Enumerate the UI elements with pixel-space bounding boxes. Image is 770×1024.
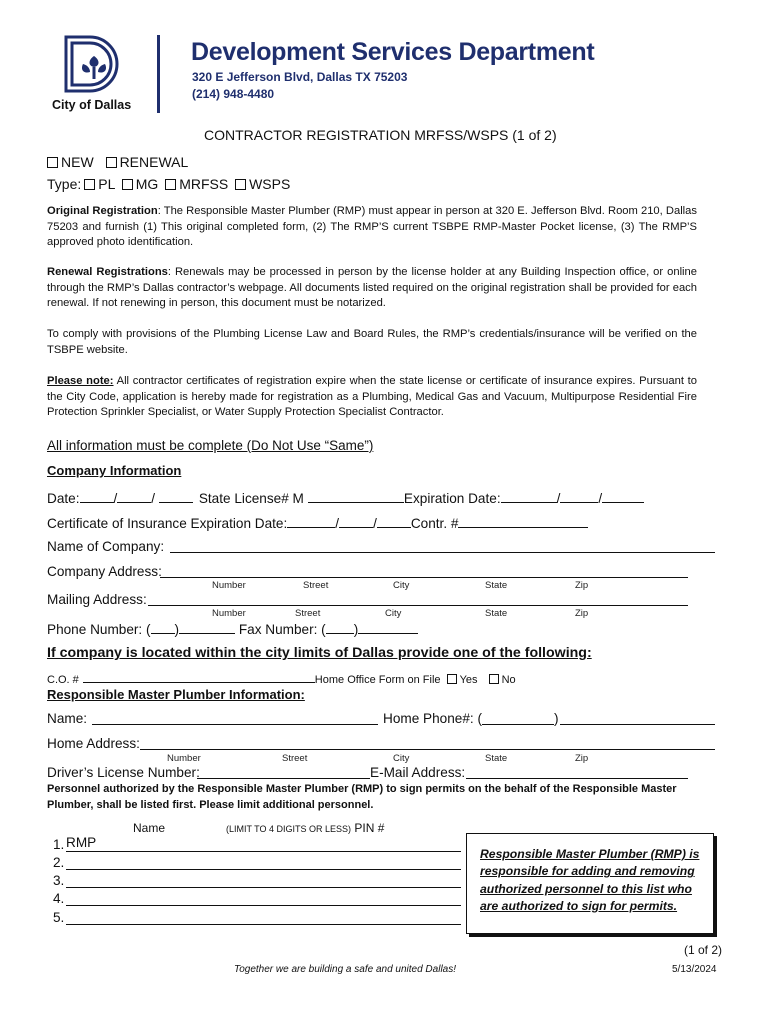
renewal-registration-paragraph xyxy=(47,265,697,312)
renewal-checkbox[interactable] xyxy=(106,157,117,168)
no-label: No xyxy=(501,674,516,686)
co-label: C.O. # xyxy=(47,674,79,686)
rmp-name-field[interactable] xyxy=(92,724,378,725)
company-address-city: City xyxy=(393,580,410,591)
no-checkbox[interactable] xyxy=(489,674,499,684)
state-license-field[interactable] xyxy=(308,489,404,503)
expiration-month-field[interactable] xyxy=(501,489,557,503)
expiration-day-field[interactable] xyxy=(560,489,598,503)
home-address-field[interactable] xyxy=(140,749,715,750)
form-title: CONTRACTOR REGISTRATION MRFSS/WSPS (1 of 2) xyxy=(204,127,557,143)
insurance-year-field[interactable] xyxy=(377,514,411,528)
row-1-rmp: RMP xyxy=(66,835,97,850)
home-address-state: State xyxy=(485,753,508,764)
please-note-heading: Please note: xyxy=(47,375,114,387)
date-license-row: Date: / / State License# M Expiration Date: / / xyxy=(47,489,644,506)
department-address: 320 E Jefferson Blvd, Dallas TX 75203 xyxy=(192,70,408,84)
phone-close: ) xyxy=(174,622,180,637)
expiration-year-field[interactable] xyxy=(602,489,644,503)
home-address-label: Home Address: xyxy=(47,736,140,751)
home-address-zip: Zip xyxy=(575,753,589,764)
home-phone-close: ) xyxy=(554,711,559,726)
original-registration-text: : The Responsible Master Plumber (RMP) must appear in person at 320 E. Jefferson Blvd. Room 210, Dallas 75203 and furnish (1) This original completed form, (2) The RMP’S current TSBPE RMP-Master Pocket license, (3) The RMP’S approved photo identification. xyxy=(47,205,697,248)
home-phone-label: Home Phone#: ( xyxy=(383,711,482,726)
please-note-text: All contractor certificates of registration expire when the state license or certificate of insurance expires. Pursuant to the City Code, application is hereby made for registration as a Plumbing, Medical Gas and Vacuum, Multipurpose Residential Fire Protection Sprinkler Specialist, or Water Supply Protection Specialist Contractor. xyxy=(47,375,697,418)
row-5-number: 5. xyxy=(53,910,65,925)
rmp-notice-text: Responsible Master Plumber (RMP) is responsible for adding and removing authorized personnel to this list who are authorized to sign for permits. xyxy=(480,847,700,913)
insurance-day-field[interactable] xyxy=(339,514,373,528)
department-title: Development Services Department xyxy=(191,38,595,66)
wsps-checkbox[interactable] xyxy=(235,179,246,190)
phone-number-field[interactable] xyxy=(179,620,235,634)
home-office-label: Home Office Form on File xyxy=(314,674,441,686)
city-label: City of Dallas xyxy=(52,98,132,112)
fax-number-field[interactable] xyxy=(358,620,418,634)
license-type-row xyxy=(47,176,290,192)
co-field[interactable] xyxy=(83,671,315,683)
dl-label: Driver’s License Number: xyxy=(47,765,200,780)
header-divider xyxy=(157,35,160,113)
insurance-row: Certificate of Insurance Expiration Date: / / Contr. # xyxy=(47,514,588,531)
home-address-city: City xyxy=(393,753,410,764)
renewal-label: RENEWAL xyxy=(119,154,189,170)
original-registration-paragraph xyxy=(47,204,697,251)
footer-date: 5/13/2024 xyxy=(672,964,717,975)
department-phone: (214) 948-4480 xyxy=(192,87,275,101)
company-address-zip: Zip xyxy=(575,580,589,591)
page-indicator: (1 of 2) xyxy=(684,943,723,957)
mrfss-checkbox[interactable] xyxy=(165,179,176,190)
pin-column-header xyxy=(226,821,384,835)
email-field[interactable] xyxy=(466,778,688,779)
type-label: Type: xyxy=(47,176,82,192)
state-license-label: State License# M xyxy=(198,491,304,506)
mailing-address-city: City xyxy=(385,608,402,619)
type-option-mg: MG xyxy=(135,176,159,192)
home-address-street: Street xyxy=(282,753,308,764)
mailing-address-state: State xyxy=(485,608,508,619)
footer-slogan: Together we are building a safe and united Dallas! xyxy=(234,964,457,975)
fax-area-field[interactable] xyxy=(326,620,354,634)
type-option-mrfss: MRFSS xyxy=(179,176,229,192)
mailing-address-street: Street xyxy=(295,608,321,619)
city-logo xyxy=(50,34,140,114)
phone-label: Phone Number: ( xyxy=(47,622,151,637)
date-month-field[interactable] xyxy=(80,489,114,503)
type-option-pl: PL xyxy=(98,176,115,192)
insurance-label: Certificate of Insurance Expiration Date: xyxy=(47,516,288,531)
company-address-number: Number xyxy=(212,580,246,591)
mailing-address-number: Number xyxy=(212,608,246,619)
company-name-label: Name of Company: xyxy=(47,539,165,554)
company-address-field[interactable] xyxy=(160,577,688,578)
home-address-number: Number xyxy=(167,753,201,764)
company-address-state: State xyxy=(485,580,508,591)
company-name-field[interactable] xyxy=(170,552,715,553)
type-option-wsps: WSPS xyxy=(249,176,291,192)
original-registration-heading: Original Registration xyxy=(47,205,158,217)
phone-area-field[interactable] xyxy=(151,620,175,634)
yes-label: Yes xyxy=(459,674,478,686)
city-seal-icon xyxy=(50,34,140,94)
comply-paragraph: To comply with provisions of the Plumbing License Law and Board Rules, the RMP’s credentials/insurance will be verified on the TSBPE website. xyxy=(47,328,697,356)
row-1-field[interactable] xyxy=(66,851,461,852)
limit-note: (LIMIT TO 4 DIGITS OR LESS) xyxy=(226,824,352,834)
row-2-field[interactable] xyxy=(66,869,461,870)
date-day-field[interactable] xyxy=(117,489,151,503)
renewal-registration-heading: Renewal Registrations xyxy=(47,266,168,278)
contr-field[interactable] xyxy=(458,514,588,528)
name-column-header: Name xyxy=(133,821,166,835)
contr-label: Contr. # xyxy=(410,516,459,531)
row-1-number: 1. xyxy=(53,837,65,852)
pl-checkbox[interactable] xyxy=(84,179,95,190)
pin-label: PIN # xyxy=(354,821,385,835)
date-label: Date: xyxy=(47,491,80,506)
fax-label: Fax Number: ( xyxy=(238,622,326,637)
mailing-address-field[interactable] xyxy=(148,605,688,606)
co-row xyxy=(47,671,516,686)
dl-field[interactable] xyxy=(197,778,370,779)
home-phone-area-field[interactable] xyxy=(482,724,554,725)
row-5-field[interactable] xyxy=(66,924,461,925)
rmp-info-heading: Responsible Master Plumber Information: xyxy=(47,687,305,702)
row-3-number: 3. xyxy=(53,873,65,888)
expiration-label: Expiration Date: xyxy=(403,491,501,506)
row-4-field[interactable] xyxy=(66,905,461,906)
fax-close: ) xyxy=(353,622,359,637)
row-2-number: 2. xyxy=(53,855,65,870)
complete-heading: All information must be complete (Do Not Use “Same”) xyxy=(47,438,374,453)
date-year-field[interactable] xyxy=(159,489,193,503)
company-address-label: Company Address: xyxy=(47,564,162,579)
home-phone-number-field[interactable] xyxy=(560,724,715,725)
mailing-address-zip: Zip xyxy=(575,608,589,619)
registration-type-row xyxy=(47,154,188,170)
mailing-address-label: Mailing Address: xyxy=(47,592,147,607)
mg-checkbox[interactable] xyxy=(122,179,133,190)
row-4-number: 4. xyxy=(53,891,65,906)
row-3-field[interactable] xyxy=(66,887,461,888)
company-info-heading: Company Information xyxy=(47,463,182,478)
company-address-street: Street xyxy=(303,580,329,591)
new-label: NEW xyxy=(61,154,94,170)
authorized-text: Personnel authorized by the Responsible Master Plumber (RMP) to sign permits on the behalf of the Responsible Master Plumber, shall be listed first. Please limit additional personnel. xyxy=(47,783,677,811)
rmp-name-label: Name: xyxy=(47,711,88,726)
new-checkbox[interactable] xyxy=(47,157,58,168)
please-note-paragraph xyxy=(47,374,697,421)
insurance-month-field[interactable] xyxy=(287,514,335,528)
phone-fax-row xyxy=(47,620,418,637)
email-label: E-Mail Address: xyxy=(370,765,466,780)
renewal-registration-text: : Renewals may be processed in person by the license holder at any Building Inspection office, or online through the RMP’s Dallas contractor’s webpage. All documents listed required on the original registration shall be provided for each renewal. If not renewing in person, this document must be notarized. xyxy=(47,266,697,309)
yes-checkbox[interactable] xyxy=(447,674,457,684)
dallas-heading: If company is located within the city limits of Dallas provide one of the following: xyxy=(47,645,592,661)
rmp-notice-box xyxy=(466,833,714,934)
